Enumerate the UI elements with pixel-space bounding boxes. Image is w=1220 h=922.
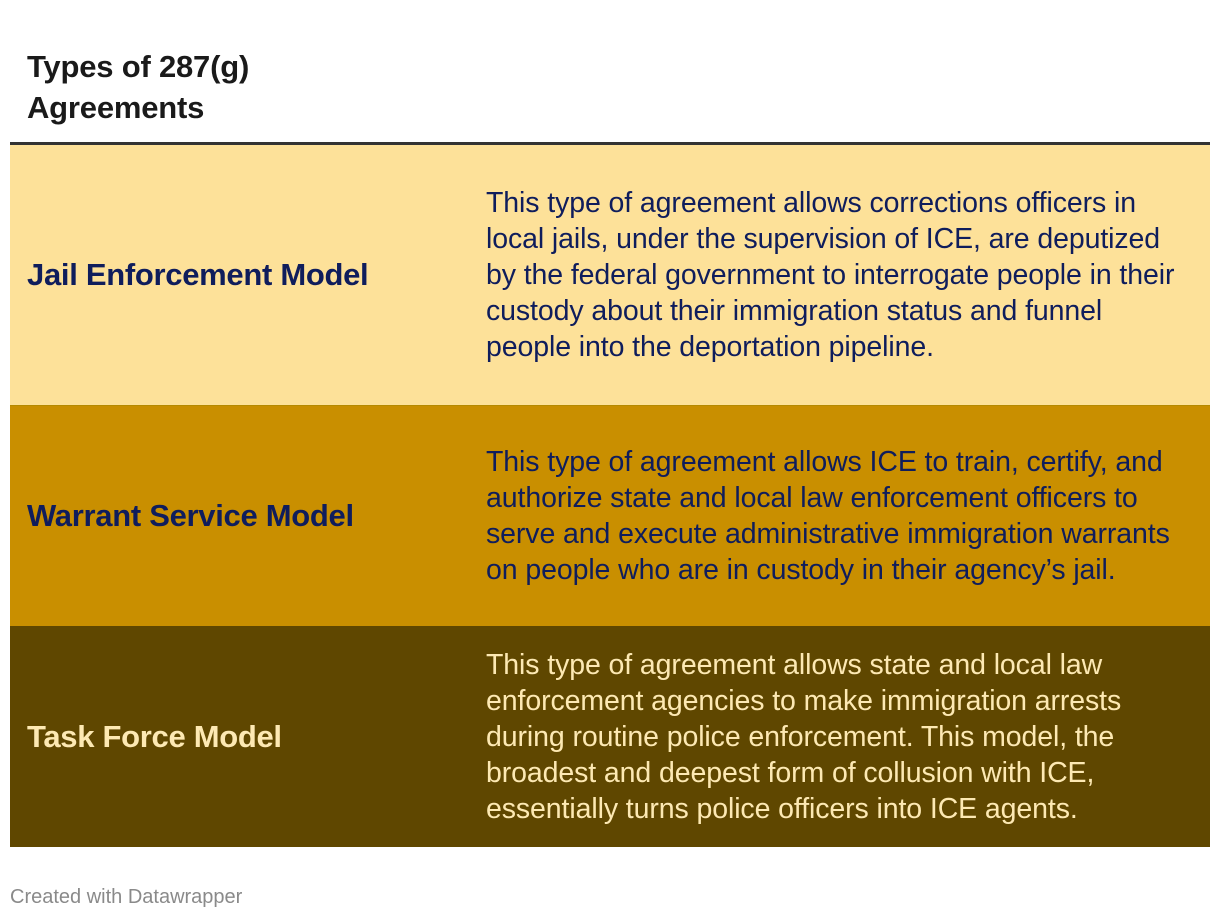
page-title: Types of 287(g) Agreements: [27, 49, 250, 125]
model-name: Warrant Service Model: [27, 498, 354, 533]
credit-link[interactable]: Created with Datawrapper: [10, 886, 243, 908]
table-row: [10, 405, 1210, 626]
model-description: This type of agreement allows ICE to train, certify, and authorize state and local law enforcement officers to serve and execute administrative immigration warrants on people who are in custody in their agency’s jail.: [486, 446, 1170, 586]
model-description: This type of agreement allows state and local law enforcement agencies to make immigration arrests during routine police enforcement. This model, the broadest and deepest form of collusion with ICE, essentially turns police officers into ICE agents.: [486, 648, 1122, 825]
agreements-table: [10, 142, 1210, 847]
model-description: This type of agreement allows corrections officers in local jails, under the supervision of ICE, are deputized by the federal government to interrogate people in their custody about their immigration status and funnel people into the deportation pipeline.: [486, 187, 1175, 363]
table-row: [10, 145, 1210, 405]
model-name: Jail Enforcement Model: [27, 257, 369, 292]
model-name: Task Force Model: [27, 718, 282, 754]
table-row: [10, 626, 1210, 847]
